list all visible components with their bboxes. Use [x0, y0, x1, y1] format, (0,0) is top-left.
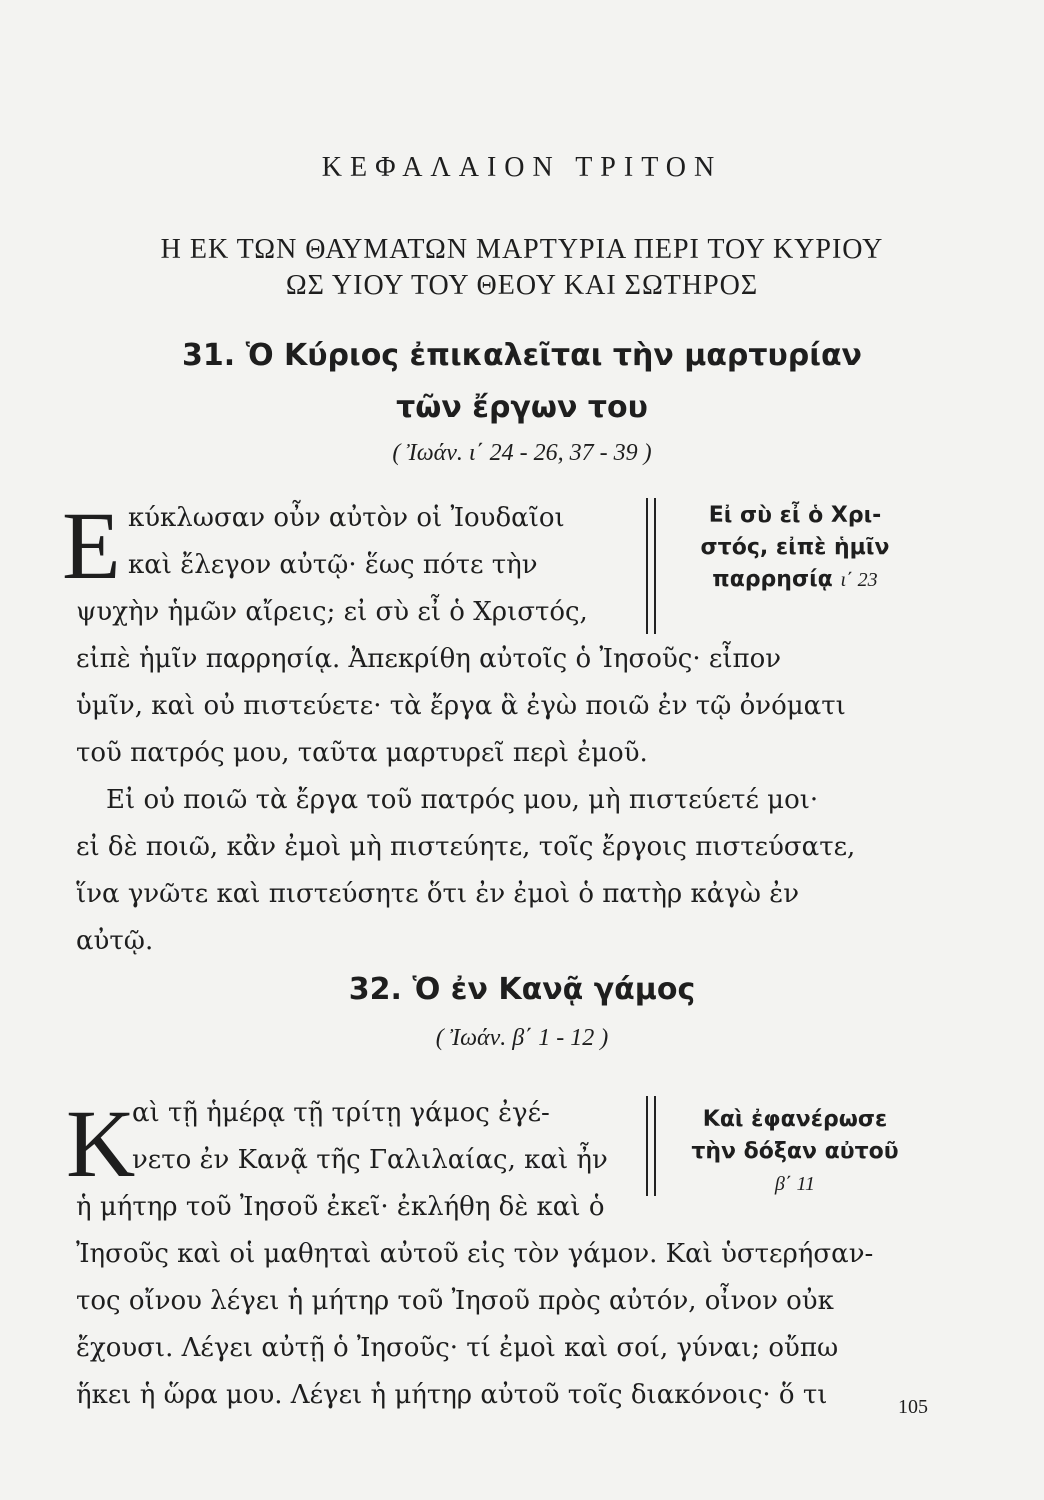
text-line: αὐτῷ. — [76, 926, 154, 956]
sidenote-line — [670, 564, 920, 596]
section-32-heading: 32. Ὁ ἐν Κανᾷ γάμος — [348, 972, 696, 1007]
text-line: ἥκει ἡ ὥρα μου. Λέγει ἡ μήτηρ αὐτοῦ τοῖς διακόνοις· ὅ τι — [76, 1380, 828, 1410]
text-line: καὶ ἔλεγον αὐτῷ· ἕως πότε τὴν — [128, 550, 538, 580]
drop-cap-initial: Ε — [62, 492, 121, 599]
section-32-sidenote — [670, 1104, 920, 1200]
section-heading-line: τῶν ἔργων του — [396, 390, 648, 425]
text-line: εἰπὲ ἡμῖν παρρησίᾳ. Ἀπεκρίθη αὐτοῖς ὁ Ἰησοῦς· εἶπον — [76, 644, 782, 674]
sidenote-rule — [646, 498, 656, 634]
text-line: τος οἴνου λέγει ἡ μήτηρ τοῦ Ἰησοῦ πρὸς αὐτόν, οἶνον οὐκ — [76, 1286, 834, 1316]
text-line: ψυχὴν ἡμῶν αἴρεις; εἰ σὺ εἶ ὁ Χριστός, — [76, 597, 588, 627]
text-line: ἡ μήτηρ τοῦ Ἰησοῦ ἐκεῖ· ἐκλήθη δὲ καὶ ὁ — [76, 1192, 605, 1222]
text-line: αὶ τῇ ἡμέρᾳ τῇ τρίτῃ γάμος ἐγέ- — [132, 1098, 550, 1128]
drop-cap-initial: Κ — [66, 1090, 136, 1197]
text-line: νετο ἐν Κανᾷ τῆς Γαλιλαίας, καὶ ἦν — [132, 1145, 608, 1175]
chapter-subtitle — [0, 232, 1044, 304]
text-line: Εἰ οὐ ποιῶ τὰ ἔργα τοῦ πατρός μου, μὴ πιστεύετέ μοι· — [106, 785, 819, 815]
section-31-reference: ( Ἰωάν. ι΄ 24 - 26, 37 - 39 ) — [392, 440, 652, 466]
section-31-sidenote — [670, 500, 920, 596]
chapter-subtitle-line: Η ΕΚ ΤΩΝ ΘΑΥΜΑΤΩΝ ΜΑΡΤΥΡΙΑ ΠΕΡΙ ΤΟΥ ΚΥΡΙΟΥ — [160, 234, 884, 265]
section-31-heading — [0, 330, 1044, 434]
sidenote-reference: ι΄ 23 — [840, 569, 878, 591]
chapter-title: ΚΕΦΑΛΑΙΟΝ ΤΡΙΤΟΝ — [321, 152, 723, 183]
text-line: ἔχουσι. Λέγει αὐτῇ ὁ Ἰησοῦς· τί ἐμοὶ καὶ σοί, γύναι; οὔπω — [76, 1333, 839, 1363]
text-line: κύκλωσαν οὖν αὐτὸν οἱ Ἰουδαῖοι — [128, 503, 565, 533]
text-line: Ἰησοῦς καὶ οἱ μαθηταὶ αὐτοῦ εἰς τὸν γάμον. Καὶ ὑστερήσαν- — [76, 1239, 874, 1269]
page-number: 105 — [898, 1396, 928, 1418]
text-line: ὑμῖν, καὶ οὐ πιστεύετε· τὰ ἔργα ἃ ἐγὼ ποιῶ ἐν τῷ ὀνόματι — [76, 691, 846, 721]
section-32-reference: ( Ἰωάν. β΄ 1 - 12 ) — [435, 1025, 609, 1051]
sidenote-line: Καὶ ἐφανέρωσε — [702, 1107, 888, 1132]
sidenote-rule — [646, 1096, 656, 1196]
sidenote-text: παρρησίᾳ — [712, 567, 833, 592]
text-line: εἰ δὲ ποιῶ, κἂν ἐμοὶ μὴ πιστεύητε, τοῖς ἔργοις πιστεύσατε, — [76, 832, 856, 862]
text-line: τοῦ πατρός μου, ταῦτα μαρτυρεῖ περὶ ἐμοῦ. — [76, 738, 648, 768]
sidenote-reference: β΄ 11 — [774, 1173, 816, 1195]
text-line: ἵνα γνῶτε καὶ πιστεύσητε ὅτι ἐν ἐμοὶ ὁ πατὴρ κἀγὼ ἐν — [76, 879, 800, 909]
section-heading-line: 31. Ὁ Κύριος ἐπικαλεῖται τὴν μαρτυρίαν — [182, 338, 862, 373]
sidenote-line: στός, εἰπὲ ἡμῖν — [700, 535, 890, 560]
chapter-subtitle-line: ΩΣ ΥΙΟΥ ΤΟΥ ΘΕΟΥ ΚΑΙ ΣΩΤΗΡΟΣ — [285, 270, 759, 301]
sidenote-line: Εἰ σὺ εἶ ὁ Χρι- — [708, 503, 882, 528]
sidenote-line: τὴν δόξαν αὐτοῦ — [691, 1139, 899, 1164]
